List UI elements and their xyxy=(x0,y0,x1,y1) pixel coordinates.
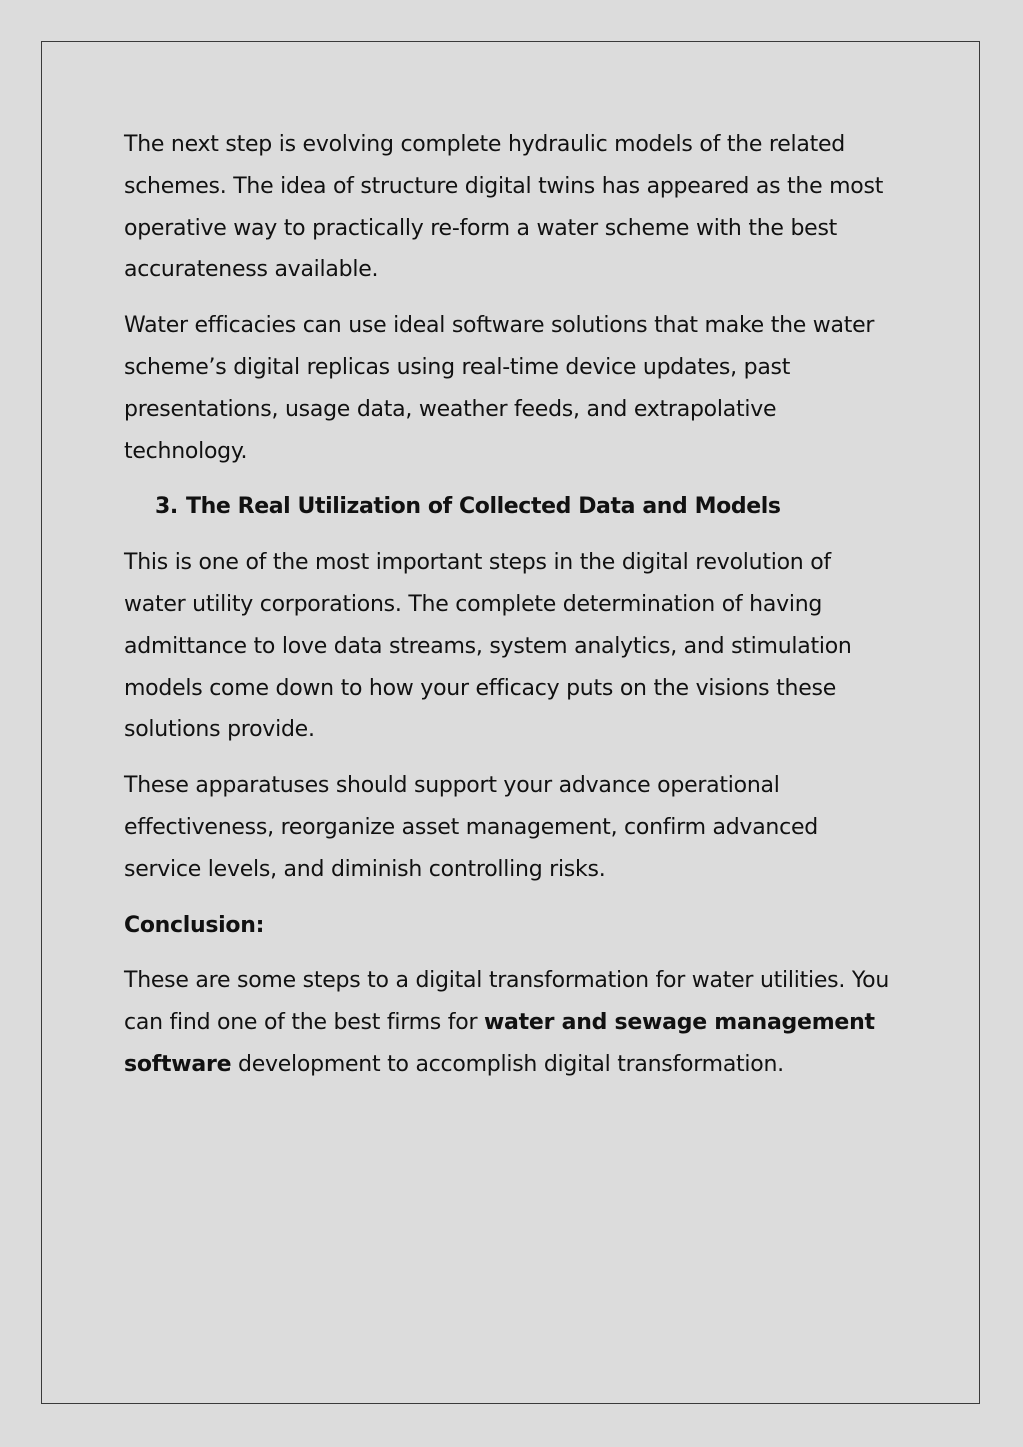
paragraph-conclusion xyxy=(124,960,899,1085)
paragraph-apparatuses: These apparatuses should support your advance operational effectiveness, reorganize asset management, confirm advanced service levels, and diminish controlling risks. xyxy=(124,773,818,882)
section-heading-3 xyxy=(124,486,899,528)
conclusion-heading: Conclusion: xyxy=(124,912,265,938)
document-content xyxy=(124,124,899,1100)
conclusion-text-start: These are some steps to a digital transformation for water utilities. You can find one of the best firms for xyxy=(124,968,890,1036)
conclusion-keyword: water and sewage management software xyxy=(124,1010,875,1077)
paragraph-digital-twins: The next step is evolving complete hydraulic models of the related schemes. The idea of structure digital twins has appeared as the most operative way to practically re-form a water scheme with the best accurateness available. xyxy=(124,132,884,283)
paragraph-software-solutions: Water efficacies can use ideal software solutions that make the water scheme’s digital replicas using real-time device updates, past presentations, usage data, weather feeds, and extrapolative technology. xyxy=(124,313,875,464)
document-page xyxy=(41,41,980,1404)
section-number: 3. xyxy=(155,494,178,520)
conclusion-text-end: development to accomplish digital transformation. xyxy=(231,1051,784,1077)
paragraph-data-utilization: This is one of the most important steps in the digital revolution of water utility corporations. The complete determination of having admittance to love data streams, system analytics, and stimulation models come down to how your efficacy puts on the visions these solutions provide. xyxy=(124,550,852,743)
section-title: The Real Utilization of Collected Data and Models xyxy=(186,494,781,520)
